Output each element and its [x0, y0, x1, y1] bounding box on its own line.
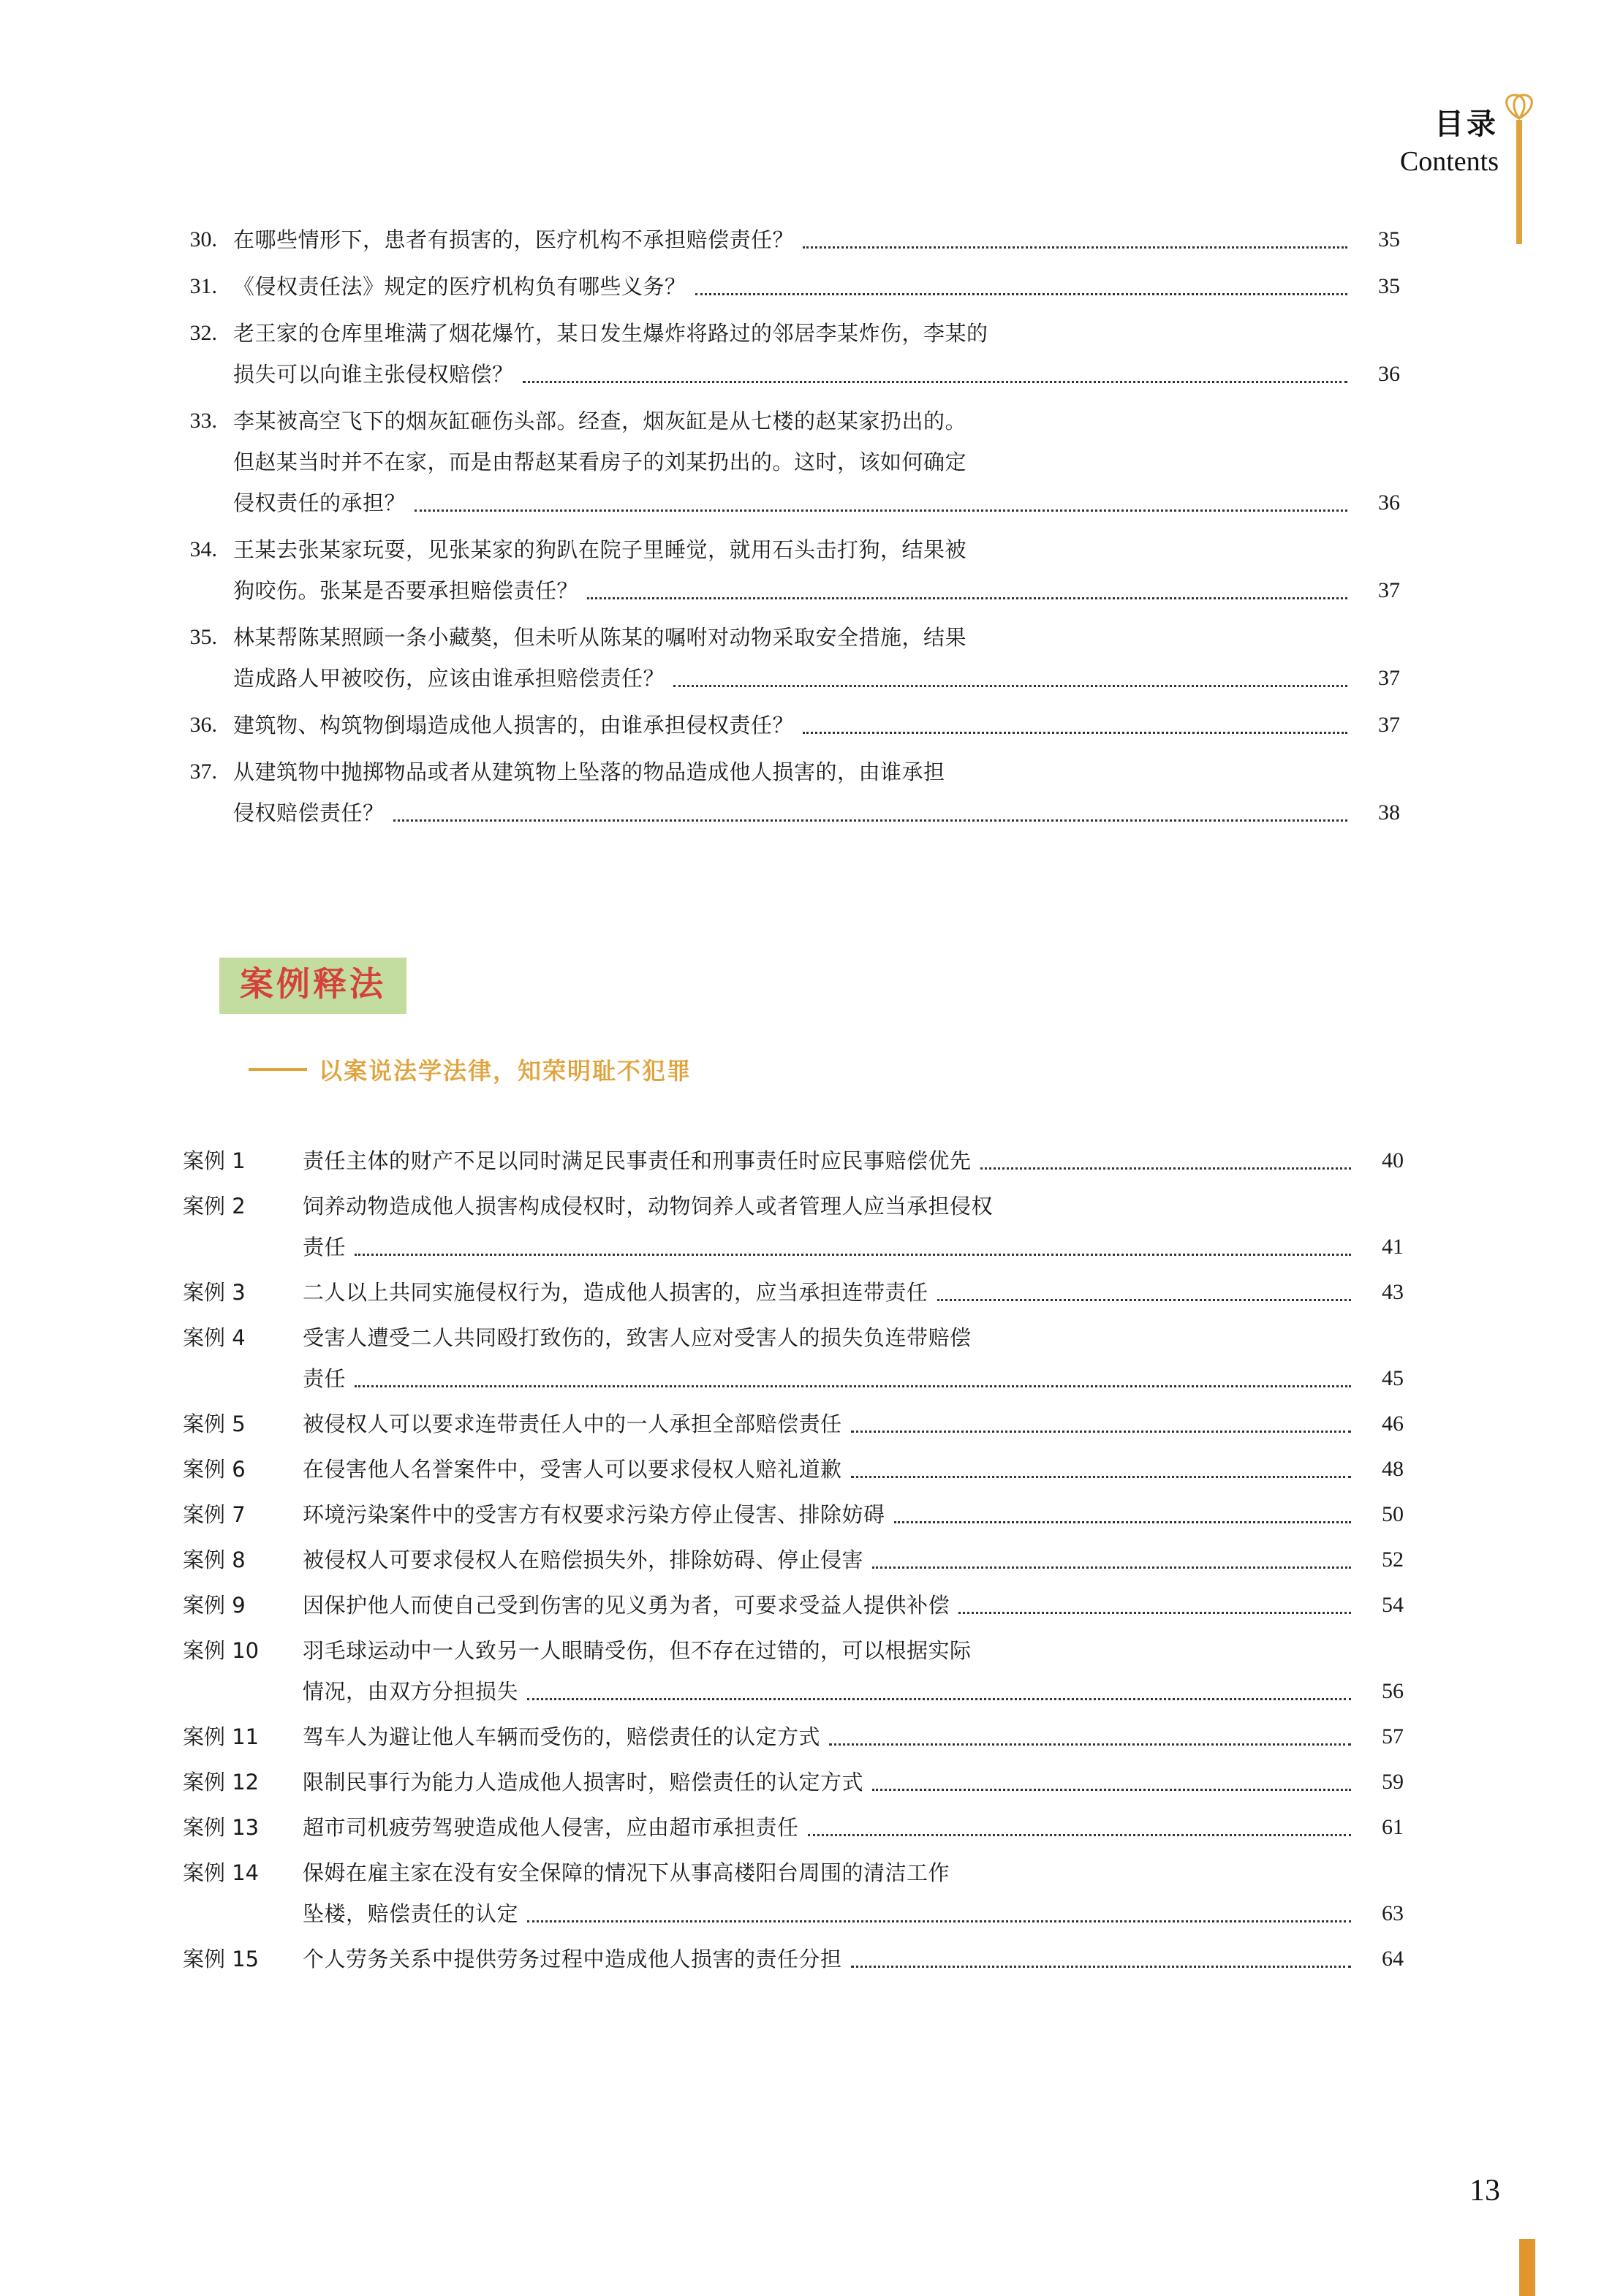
toc-leader-dots — [975, 645, 1347, 646]
toc-entry-text: 羽毛球运动中一人致另一人眼睛受伤，但不存在过错的，可以根据实际 — [303, 1638, 972, 1663]
toc-entry-body — [292, 1939, 1404, 1979]
toc-entry[interactable] — [183, 1494, 1404, 1535]
toc-entry-number: 35. — [189, 625, 217, 649]
toc-entry[interactable] — [164, 219, 1400, 260]
toc-leader-dots — [937, 1298, 1351, 1301]
toc-leader-dots — [587, 596, 1347, 599]
toc-entry-line — [233, 529, 1400, 570]
toc-entry[interactable] — [164, 313, 1400, 395]
toc-entry-text: 责任 — [303, 1235, 347, 1259]
toc-entry-text: 二人以上共同实施侵权行为，造成他人损害的，应当承担连带责任 — [303, 1280, 928, 1305]
toc-entry[interactable] — [183, 1807, 1404, 1848]
toc-questions-list — [164, 219, 1400, 839]
toc-entry-body — [217, 529, 1400, 611]
scroll-ornament-icon — [1497, 89, 1541, 250]
toc-leader-dots — [415, 509, 1347, 512]
toc-entry-text: 狗咬伤。张某是否要承担赔偿责任？ — [233, 578, 579, 603]
toc-entry-page: 37 — [1378, 578, 1400, 602]
toc-entry-line — [233, 482, 1400, 523]
toc-entry[interactable] — [164, 705, 1400, 746]
toc-entry-label: 案例 4 — [183, 1325, 246, 1350]
toc-leader-dots — [958, 1881, 1351, 1882]
toc-cases-list — [183, 1140, 1404, 1984]
toc-entry-text: 情况，由双方分担损失 — [303, 1679, 519, 1704]
section-banner — [219, 958, 406, 1014]
toc-entry-page: 46 — [1382, 1412, 1404, 1436]
section-subtitle — [249, 1053, 692, 1086]
toc-entry-line — [233, 354, 1400, 395]
toc-entry-body — [292, 1494, 1404, 1535]
toc-entry[interactable] — [164, 401, 1400, 523]
toc-leader-dots — [527, 1697, 1351, 1700]
toc-entry-page: 50 — [1382, 1502, 1404, 1526]
toc-entry-label: 案例 6 — [183, 1457, 246, 1482]
section-banner-label: 案例释法 — [240, 964, 386, 1004]
toc-entry-text: 老王家的仓库里堆满了烟花爆竹，某日发生爆炸将路过的邻居李某炸伤，李某的 — [233, 321, 988, 346]
toc-entry-label: 案例 7 — [183, 1502, 246, 1527]
toc-entry-page: 35 — [1378, 227, 1400, 251]
toc-entry[interactable] — [183, 1630, 1404, 1712]
toc-entry[interactable] — [183, 1140, 1404, 1181]
toc-entry-body — [292, 1585, 1404, 1626]
toc-entry-number: 33. — [189, 409, 217, 433]
toc-entry-line — [303, 1539, 1404, 1580]
toc-entry[interactable] — [183, 1762, 1404, 1803]
toc-entry[interactable] — [183, 1272, 1404, 1313]
toc-entry-text: 受害人遭受二人共同殴打致伤的，致害人应对受害人的损失负连带赔偿 — [303, 1325, 972, 1350]
toc-leader-dots — [829, 1743, 1351, 1746]
toc-entry-body — [217, 313, 1400, 395]
toc-entry-line — [303, 1671, 1404, 1712]
toc-leader-dots — [980, 1167, 1351, 1170]
toc-entry-body — [292, 1449, 1404, 1490]
toc-leader-dots — [894, 1520, 1351, 1523]
page-number: 13 — [1469, 2174, 1500, 2208]
toc-entry-number: 37. — [189, 759, 217, 784]
toc-entry[interactable] — [183, 1539, 1404, 1580]
toc-entry-line — [233, 658, 1400, 699]
toc-leader-dots — [975, 470, 1347, 471]
toc-entry-line — [303, 1227, 1404, 1268]
toc-entry[interactable] — [183, 1852, 1404, 1934]
toc-entry-body — [292, 1403, 1404, 1444]
toc-entry-page: 38 — [1378, 800, 1400, 825]
toc-entry-page: 45 — [1382, 1366, 1404, 1390]
footer-accent-bar — [1519, 2239, 1535, 2296]
toc-entry-number: 34. — [189, 537, 217, 561]
toc-entry[interactable] — [164, 266, 1400, 307]
toc-entry-body — [217, 401, 1400, 523]
toc-entry-line — [303, 1317, 1404, 1358]
toc-entry-page: 57 — [1382, 1724, 1404, 1748]
toc-entry-page: 61 — [1382, 1815, 1404, 1839]
section-subtitle-label: 以案说法学法律，知荣明耻不犯罪 — [319, 1057, 692, 1085]
toc-entry-page: 35 — [1378, 274, 1400, 298]
toc-entry-body — [292, 1716, 1404, 1757]
toc-entry-text: 侵权责任的承担？ — [233, 490, 406, 515]
toc-entry-text: 保姆在雇主家在没有安全保障的情况下从事高楼阳台周围的清洁工作 — [303, 1860, 950, 1885]
toc-entry-text: 造成路人甲被咬伤，应该由谁承担赔偿责任？ — [233, 666, 665, 691]
toc-entry-page: 37 — [1378, 666, 1400, 690]
section-banner-box — [219, 958, 406, 1014]
toc-entry-number: 30. — [189, 227, 217, 251]
toc-entry-text: 被侵权人可要求侵权人在赔偿损失外，排除妨碍、停止侵害 — [303, 1547, 864, 1572]
toc-entry-page: 56 — [1382, 1679, 1404, 1703]
toc-entry-line — [303, 1762, 1404, 1803]
toc-entry-label: 案例 12 — [183, 1770, 260, 1795]
toc-entry-label: 案例 1 — [183, 1148, 246, 1173]
toc-leader-dots — [673, 684, 1347, 687]
toc-leader-dots — [527, 1920, 1351, 1922]
toc-entry-page: 36 — [1378, 490, 1400, 515]
toc-entry-text: 责任 — [303, 1366, 347, 1391]
toc-entry-label: 案例 10 — [183, 1638, 260, 1663]
toc-entry-line — [233, 751, 1400, 792]
toc-entry-body — [292, 1272, 1404, 1313]
toc-entry-line — [233, 617, 1400, 658]
toc-entry-text: 但赵某当时并不在家，而是由帮赵某看房子的刘某扔出的。这时，该如何确定 — [233, 450, 967, 474]
toc-entry-line — [303, 1449, 1404, 1490]
toc-entry-page: 43 — [1382, 1280, 1404, 1304]
toc-entry-text: 限制民事行为能力人造成他人损害时，赔偿责任的认定方式 — [303, 1770, 864, 1795]
toc-entry-line — [303, 1630, 1404, 1671]
toc-entry[interactable] — [164, 751, 1400, 833]
subtitle-dash-icon — [249, 1068, 307, 1071]
toc-entry-number: 32. — [189, 321, 217, 345]
toc-entry-line — [303, 1186, 1404, 1227]
header-title-en: Contents — [1399, 146, 1499, 177]
toc-entry-number: 31. — [189, 274, 217, 298]
toc-leader-dots — [523, 380, 1347, 383]
toc-entry-text: 被侵权人可以要求连带责任人中的一人承担全部赔偿责任 — [303, 1412, 842, 1436]
toc-entry-line — [233, 313, 1400, 354]
toc-entry-text: 饲养动物造成他人损害构成侵权时，动物饲养人或者管理人应当承担侵权 — [303, 1194, 994, 1219]
toc-leader-dots — [851, 1965, 1351, 1968]
toc-entry-body — [292, 1140, 1404, 1181]
toc-entry[interactable] — [183, 1449, 1404, 1490]
page-header — [1192, 110, 1499, 175]
toc-entry-text: 李某被高空飞下的烟灰缸砸伤头部。经查，烟灰缸是从七楼的赵某家扔出的。 — [233, 409, 967, 433]
toc-entry-body — [292, 1630, 1404, 1712]
toc-entry-line — [233, 401, 1400, 442]
toc-leader-dots — [958, 1611, 1351, 1614]
toc-entry-text: 责任主体的财产不足以同时满足民事责任和刑事责任时应民事赔偿优先 — [303, 1148, 972, 1173]
toc-entry-text: 《侵权责任法》规定的医疗机构负有哪些义务？ — [233, 274, 686, 299]
toc-entry[interactable] — [164, 529, 1400, 611]
toc-leader-dots — [355, 1384, 1351, 1387]
toc-leader-dots — [393, 819, 1347, 822]
toc-entry-page: 59 — [1382, 1770, 1404, 1794]
toc-entry-line — [303, 1716, 1404, 1757]
toc-entry-label: 案例 13 — [183, 1815, 260, 1840]
toc-leader-dots — [975, 429, 1347, 430]
toc-entry-text: 环境污染案件中的受害方有权要求污染方停止侵害、排除妨碍 — [303, 1502, 885, 1527]
toc-leader-dots — [1002, 1214, 1351, 1215]
toc-entry-text: 超市司机疲劳驾驶造成他人侵害，应由超市承担责任 — [303, 1815, 799, 1840]
header-title-cn: 目录 — [1434, 108, 1499, 140]
toc-entry-line — [303, 1403, 1404, 1444]
toc-entry-line — [233, 442, 1400, 482]
toc-entry-line — [303, 1358, 1404, 1399]
toc-entry-line — [303, 1140, 1404, 1181]
toc-entry-text: 坠楼，赔偿责任的认定 — [303, 1901, 519, 1926]
toc-entry-page: 40 — [1382, 1148, 1404, 1172]
toc-leader-dots — [997, 341, 1347, 342]
toc-entry-label: 案例 11 — [183, 1724, 260, 1749]
toc-leader-dots — [803, 246, 1347, 249]
toc-entry-text: 在侵害他人名誉案件中，受害人可以要求侵权人赔礼道歉 — [303, 1457, 842, 1482]
toc-entry[interactable] — [183, 1585, 1404, 1626]
toc-leader-dots — [695, 292, 1347, 295]
toc-entry-text: 从建筑物中抛掷物品或者从建筑物上坠落的物品造成他人损害的，由谁承担 — [233, 759, 945, 784]
toc-entry-line — [233, 570, 1400, 611]
toc-entry-line — [233, 266, 1400, 307]
toc-entry[interactable] — [183, 1317, 1404, 1399]
toc-entry-page: 64 — [1382, 1947, 1404, 1971]
toc-entry-line — [303, 1494, 1404, 1535]
toc-entry-page: 37 — [1378, 713, 1400, 737]
toc-entry-label: 案例 3 — [183, 1280, 246, 1305]
toc-leader-dots — [851, 1430, 1351, 1433]
toc-entry-line — [303, 1852, 1404, 1893]
toc-entry-body — [292, 1852, 1404, 1934]
toc-leader-dots — [872, 1566, 1351, 1569]
toc-entry-page: 36 — [1378, 362, 1400, 386]
toc-entry[interactable] — [164, 617, 1400, 699]
toc-entry-number: 36. — [189, 713, 217, 737]
toc-entry-text: 侵权赔偿责任？ — [233, 800, 385, 825]
toc-entry-label: 案例 5 — [183, 1412, 246, 1436]
toc-entry-text: 王某去张某家玩耍，见张某家的狗趴在院子里睡觉，就用石头击打狗，结果被 — [233, 537, 967, 562]
toc-entry-text: 损失可以向谁主张侵权赔偿？ — [233, 362, 514, 387]
toc-entry-line — [303, 1272, 1404, 1313]
toc-entry-body — [217, 751, 1400, 833]
toc-leader-dots — [803, 731, 1347, 734]
toc-entry-body — [217, 705, 1400, 746]
toc-entry-body — [217, 617, 1400, 699]
toc-entry-text: 建筑物、构筑物倒塌造成他人损害的，由谁承担侵权责任？ — [233, 713, 795, 738]
toc-entry-label: 案例 8 — [183, 1547, 246, 1572]
toc-entry-page: 52 — [1382, 1547, 1404, 1572]
toc-entry-line — [303, 1939, 1404, 1979]
toc-entry[interactable] — [183, 1716, 1404, 1757]
toc-leader-dots — [851, 1475, 1351, 1478]
toc-leader-dots — [872, 1788, 1351, 1791]
toc-entry-text: 个人劳务关系中提供劳务过程中造成他人损害的责任分担 — [303, 1947, 842, 1971]
toc-entry-text: 林某帮陈某照顾一条小藏獒，但未听从陈某的嘱咐对动物采取安全措施，结果 — [233, 625, 967, 650]
toc-entry-text: 驾车人为避让他人车辆而受伤的，赔偿责任的认定方式 — [303, 1724, 821, 1749]
toc-leader-dots — [954, 780, 1347, 781]
toc-entry-body — [217, 266, 1400, 307]
toc-entry-line — [303, 1893, 1404, 1934]
toc-entry-line — [233, 219, 1400, 260]
toc-entry-line — [233, 792, 1400, 833]
toc-entry-line — [303, 1585, 1404, 1626]
toc-entry-page: 48 — [1382, 1457, 1404, 1481]
toc-entry[interactable] — [183, 1939, 1404, 1979]
toc-entry-line — [233, 705, 1400, 746]
toc-entry[interactable] — [183, 1403, 1404, 1444]
toc-leader-dots — [808, 1833, 1351, 1836]
toc-entry-text: 因保护他人而使自己受到伤害的见义勇为者，可要求受益人提供补偿 — [303, 1593, 950, 1618]
toc-entry-body — [292, 1762, 1404, 1803]
toc-entry-label: 案例 2 — [183, 1194, 246, 1219]
toc-entry[interactable] — [183, 1186, 1404, 1268]
toc-entry-body — [292, 1539, 1404, 1580]
toc-entry-label: 案例 14 — [183, 1860, 260, 1885]
toc-entry-label: 案例 9 — [183, 1593, 246, 1618]
toc-leader-dots — [355, 1253, 1351, 1256]
toc-entry-page: 63 — [1382, 1901, 1404, 1925]
toc-entry-text: 在哪些情形下，患者有损害的，医疗机构不承担赔偿责任？ — [233, 227, 795, 252]
toc-entry-line — [303, 1807, 1404, 1848]
toc-entry-page: 54 — [1382, 1593, 1404, 1617]
toc-entry-label: 案例 15 — [183, 1947, 260, 1971]
toc-entry-page: 41 — [1382, 1235, 1404, 1259]
toc-entry-body — [292, 1807, 1404, 1848]
toc-entry-body — [217, 219, 1400, 260]
toc-entry-body — [292, 1317, 1404, 1399]
toc-entry-body — [292, 1186, 1404, 1268]
